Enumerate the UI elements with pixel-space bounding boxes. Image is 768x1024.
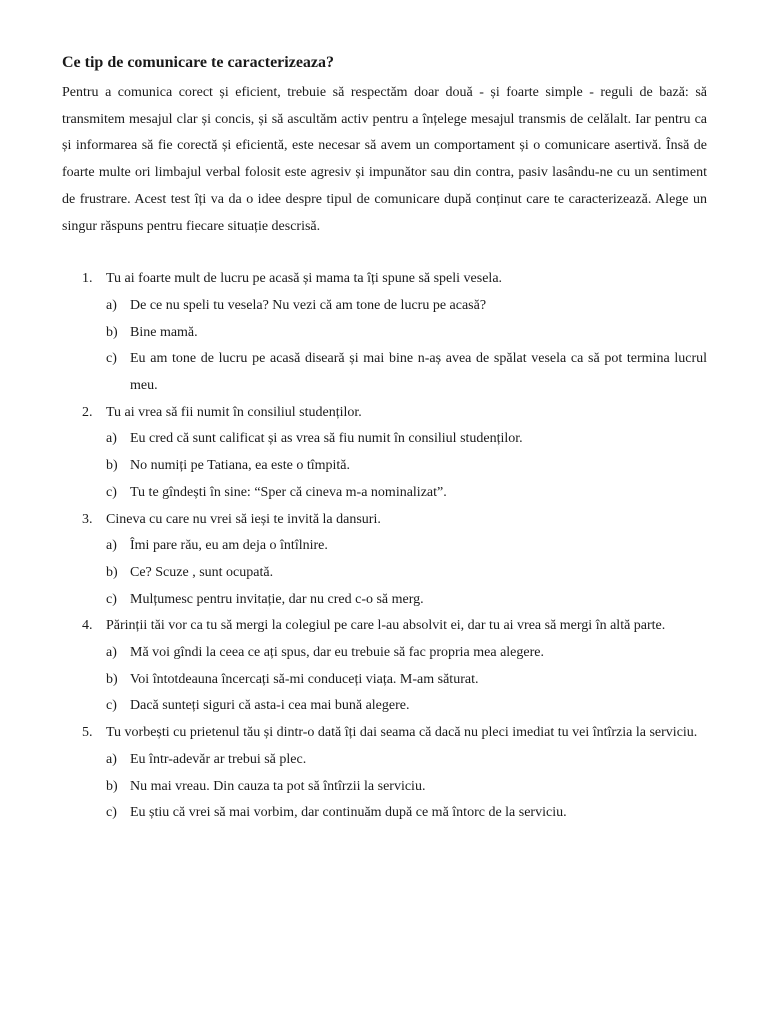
option-text: Nu mai vreau. Din cauza ta pot să întîrzii la serviciu. bbox=[130, 778, 426, 794]
option-item bbox=[106, 346, 707, 399]
option-text: Tu te gîndești în sine: “Sper că cineva m-a nominalizat”. bbox=[130, 484, 447, 500]
page-title: Ce tip de comunicare te caracterizeaza? bbox=[62, 54, 335, 71]
question-text: Tu vorbești cu prietenul tău și dintr-o dată îți dai seama că dacă nu pleci imediat tu vei întîrzia la serviciu. bbox=[106, 725, 698, 741]
option-text: Eu cred că sunt calificat și as vrea să fiu numit în consiliul studenților. bbox=[130, 431, 523, 447]
option-item bbox=[106, 533, 707, 560]
option-list bbox=[106, 640, 707, 720]
intro-paragraph: Pentru a comunica corect și eficient, trebuie să respectăm doar două - și foarte simple - reguli de bază: să transmitem mesajul clar și concis, și să ascultăm activ pentru a înțelege mesajul transmis de celălalt. Iar pentru ca și informarea să fie corectă și eficientă, este necesar să avem un comportament și o comunicare asertivă. Însă de foarte multe ori limbajul verbal folosit este agresiv și impunător sau din contra, pasiv lasându-ne cu un sentiment de frustrare. Acest test îți va da o idee despre tipul de comunicare după conținut care te caracterizează. Alege un singur răspuns pentru fiecare situație descrisă. bbox=[62, 85, 707, 234]
question-number: 1. bbox=[82, 271, 93, 287]
option-letter: a) bbox=[106, 538, 117, 554]
question-item bbox=[62, 266, 707, 400]
option-item bbox=[106, 587, 707, 614]
option-letter: b) bbox=[106, 564, 118, 580]
option-list bbox=[106, 426, 707, 506]
option-item bbox=[106, 747, 707, 774]
option-text: Mulțumesc pentru invitație, dar nu cred c-o să merg. bbox=[130, 591, 424, 607]
option-letter: c) bbox=[106, 484, 117, 500]
option-item bbox=[106, 800, 707, 827]
question-number: 5. bbox=[82, 725, 93, 741]
question-number: 2. bbox=[82, 404, 93, 420]
document-content bbox=[62, 52, 707, 827]
option-text: Bine mamă. bbox=[130, 324, 198, 340]
question-list bbox=[62, 266, 707, 827]
option-text: Eu știu că vrei să mai vorbim, dar continuăm după ce mă întorc de la serviciu. bbox=[130, 805, 567, 821]
option-letter: a) bbox=[106, 645, 117, 661]
question-item bbox=[62, 720, 707, 827]
option-item bbox=[106, 693, 707, 720]
option-letter: c) bbox=[106, 591, 117, 607]
option-text: De ce nu speli tu vesela? Nu vezi că am tone de lucru pe acasă? bbox=[130, 297, 487, 313]
option-item bbox=[106, 560, 707, 587]
option-text: No numiți pe Tatiana, ea este o tîmpită. bbox=[130, 458, 350, 474]
option-item bbox=[106, 667, 707, 694]
question-text: Tu ai vrea să fii numit în consiliul studenților. bbox=[106, 404, 362, 420]
option-text: Ce? Scuze , sunt ocupată. bbox=[130, 564, 274, 580]
question-item bbox=[62, 400, 707, 507]
question-item bbox=[62, 613, 707, 720]
option-letter: c) bbox=[106, 351, 117, 367]
question-text: Cineva cu care nu vrei să ieși te invită la dansuri. bbox=[106, 511, 381, 527]
option-list bbox=[106, 533, 707, 613]
option-item bbox=[106, 774, 707, 801]
option-letter: a) bbox=[106, 297, 117, 313]
option-letter: b) bbox=[106, 778, 118, 794]
question-number: 3. bbox=[82, 511, 93, 527]
question-item bbox=[62, 507, 707, 614]
option-text: Dacă sunteți siguri că asta-i cea mai bună alegere. bbox=[130, 698, 410, 714]
option-letter: b) bbox=[106, 458, 118, 474]
option-item bbox=[106, 453, 707, 480]
question-text: Părinții tăi vor ca tu să mergi la colegiul pe care l-au absolvit ei, dar tu ai vrea să mergi în altă parte. bbox=[106, 618, 666, 634]
option-text: Eu într-adevăr ar trebui să plec. bbox=[130, 751, 307, 767]
option-item bbox=[106, 480, 707, 507]
option-letter: b) bbox=[106, 324, 118, 340]
option-item bbox=[106, 426, 707, 453]
option-letter: b) bbox=[106, 671, 118, 687]
option-item bbox=[106, 293, 707, 320]
option-letter: c) bbox=[106, 805, 117, 821]
option-text: Eu am tone de lucru pe acasă diseară și mai bine n-aș avea de spălat vesela ca să pot termina lucrul meu. bbox=[130, 351, 707, 394]
question-number: 4. bbox=[82, 618, 93, 634]
option-item bbox=[106, 320, 707, 347]
question-text: Tu ai foarte mult de lucru pe acasă și mama ta îți spune să speli vesela. bbox=[106, 271, 503, 287]
option-list bbox=[106, 747, 707, 827]
option-letter: a) bbox=[106, 431, 117, 447]
spacer bbox=[62, 240, 707, 266]
option-letter: a) bbox=[106, 751, 117, 767]
option-item bbox=[106, 640, 707, 667]
option-list bbox=[106, 293, 707, 400]
option-text: Îmi pare rău, eu am deja o întîlnire. bbox=[130, 538, 328, 554]
option-text: Voi întotdeauna încercați să-mi conduceți viața. M-am săturat. bbox=[130, 671, 479, 687]
option-letter: c) bbox=[106, 698, 117, 714]
option-text: Mă voi gîndi la ceea ce ați spus, dar eu trebuie să fac propria mea alegere. bbox=[130, 645, 544, 661]
